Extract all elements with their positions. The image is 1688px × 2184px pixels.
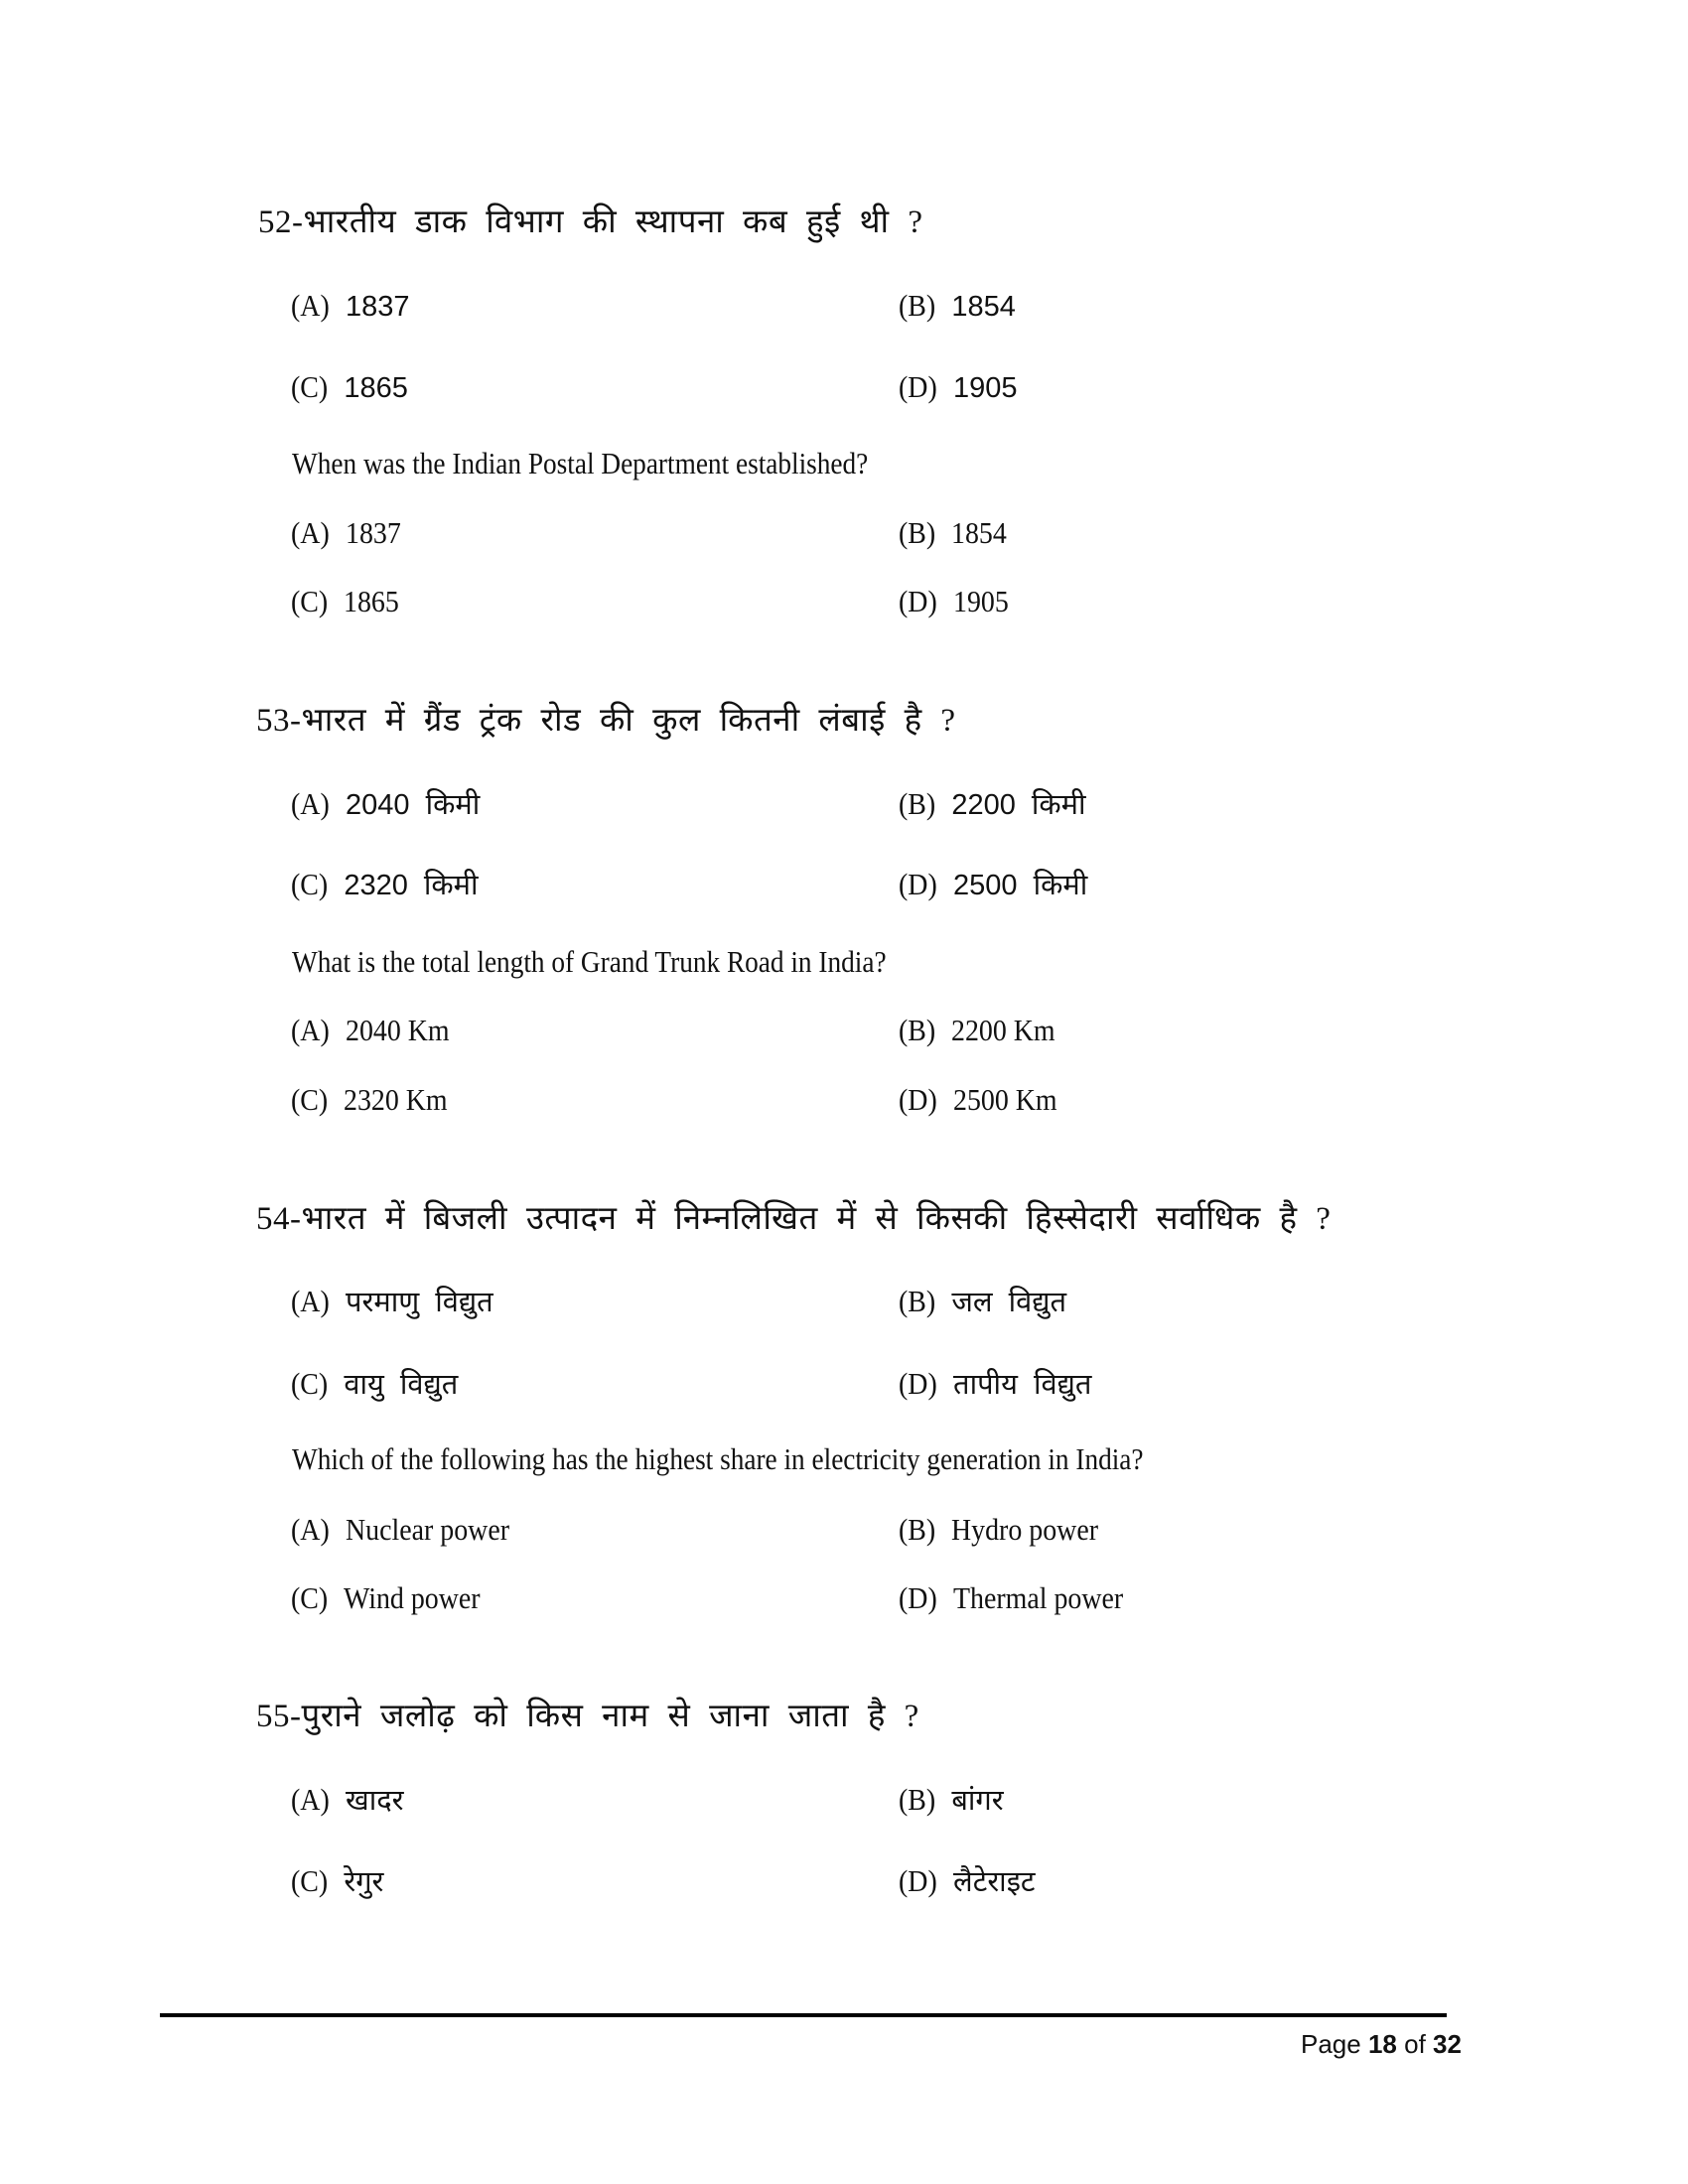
q52-en-option-b [899,517,1013,548]
q54-hi-option-b [899,1286,1066,1317]
option-text: लैटेराइट [953,1866,1036,1898]
question-54-hindi: 54-भारत में बिजली उत्पादन में निम्नलिखित में से किसकी हिस्सेदारी सर्वाधिक है ? [256,1201,1332,1237]
option-text: 2500 किमी [953,870,1088,901]
option-text: वायु विद्युत [344,1369,459,1401]
option-text: 1837 [346,291,410,323]
page-prefix: Page [1301,2029,1361,2059]
option-label: (B) [899,1512,936,1547]
option-text: 2200 Km [951,1013,1055,1047]
q53-hi-option-b [899,788,1086,820]
q54-en-option-a [291,1514,527,1545]
q54-hi-option-d [899,1368,1091,1400]
q52-hi-option-c [291,371,408,403]
q53-en-option-b [899,1015,1067,1045]
option-label: (A) [291,515,330,550]
option-label: (D) [899,1580,937,1615]
q53-hi-option-c [291,869,479,900]
option-text: बांगर [951,1785,1004,1817]
option-text: 2500 Km [953,1082,1057,1117]
page-number [1301,2029,1462,2060]
option-label: (A) [291,1013,330,1047]
option-label: (B) [899,515,936,550]
option-label: (C) [291,1580,329,1615]
option-label: (B) [899,288,936,323]
option-label: (C) [291,1082,329,1117]
q55-hi-option-d [899,1865,1036,1897]
q52-en-option-c [291,586,405,616]
option-label: (D) [899,1366,937,1401]
option-label: (C) [291,1366,329,1401]
option-label: (A) [291,1512,330,1547]
option-label: (A) [291,1284,330,1318]
option-label: (B) [899,786,936,821]
option-text: Hydro power [951,1512,1099,1547]
q52-hi-option-b [899,290,1016,322]
option-label: (A) [291,1782,330,1817]
option-text: परमाणु विद्युत [346,1287,493,1318]
option-label: (A) [291,786,330,821]
question-53-english: What is the total length of Grand Trunk Road in India? [292,944,887,979]
footer-divider [160,2013,1447,2017]
option-text: 2320 किमी [344,870,479,901]
option-label: (D) [899,1863,937,1898]
option-label: (C) [291,369,329,404]
option-label: (B) [899,1284,936,1318]
option-text: Nuclear power [346,1512,510,1547]
question-54-english: Which of the following has the highest share in electricity generation in India? [292,1441,1144,1476]
q55-hi-option-a [291,1784,404,1816]
question-52-hindi: 52-भारतीय डाक विभाग की स्थापना कब हुई थी ? [258,205,923,240]
option-text: 1837 [346,515,401,550]
question-55-hindi: 55-पुराने जलोढ़ को किस नाम से जाना जाता है ? [256,1699,919,1734]
q52-hi-option-a [291,290,410,322]
q54-hi-option-c [291,1368,458,1400]
q54-hi-option-a [291,1286,493,1317]
page-separator: of [1404,2029,1426,2059]
option-text: Thermal power [953,1580,1124,1615]
option-text: खादर [346,1785,404,1817]
option-text: 1865 [344,584,400,618]
option-label: (A) [291,288,330,323]
option-text: 1854 [951,515,1008,550]
current-page: 18 [1367,2029,1397,2059]
q52-en-option-a [291,517,407,548]
option-label: (B) [899,1782,936,1817]
option-label: (D) [899,369,937,404]
option-text: रेगुर [344,1866,384,1898]
q55-hi-option-c [291,1865,383,1897]
option-label: (C) [291,867,329,901]
option-label: (D) [899,1082,937,1117]
option-text: Wind power [344,1580,481,1615]
option-text: तापीय विद्युत [953,1369,1092,1401]
q53-en-option-d [899,1084,1068,1115]
q55-hi-option-b [899,1784,1004,1816]
q53-hi-option-d [899,869,1087,900]
q52-hi-option-d [899,371,1018,403]
q53-en-option-c [291,1084,460,1115]
option-text: 2200 किमी [951,789,1086,821]
option-text: 1905 [953,372,1018,404]
option-label: (C) [291,1863,329,1898]
option-label: (B) [899,1013,936,1047]
question-53-hindi: 53-भारत में ग्रैंड ट्रंक रोड की कुल कितनी लंबाई है ? [256,703,956,739]
option-text: जल विद्युत [951,1287,1067,1318]
q53-en-option-a [291,1015,461,1045]
option-text: 1865 [344,372,408,404]
option-text: 1905 [953,584,1009,618]
option-label: (C) [291,584,329,618]
option-label: (D) [899,584,937,618]
q53-hi-option-a [291,788,480,820]
option-text: 2320 Km [344,1082,448,1117]
option-text: 1854 [951,291,1016,323]
question-52-english: When was the Indian Postal Department established? [292,446,869,480]
q54-en-option-d [899,1582,1142,1613]
option-label: (D) [899,867,937,901]
option-text: 2040 किमी [346,789,481,821]
total-pages: 32 [1433,2029,1462,2059]
option-text: 2040 Km [346,1013,450,1047]
q54-en-option-c [291,1582,495,1613]
q52-en-option-d [899,586,1015,616]
q54-en-option-b [899,1514,1115,1545]
